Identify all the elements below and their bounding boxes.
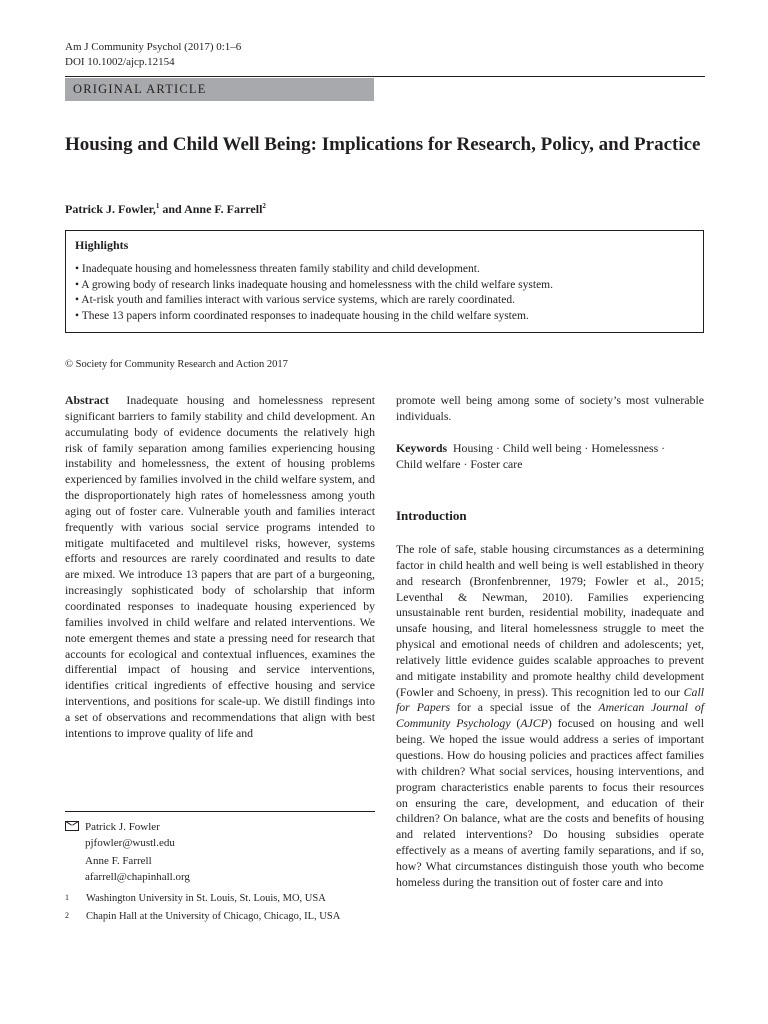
highlight-item: • These 13 papers inform coordinated responses to inadequate housing in the child welfare system. xyxy=(75,309,553,325)
keyword: Foster care xyxy=(470,456,523,471)
abstract-label: Abstract xyxy=(65,393,109,407)
affiliation-text: Washington University in St. Louis, St. Louis, MO, USA xyxy=(86,893,326,904)
contact-name: Anne F. Farrell xyxy=(85,855,152,867)
affiliation-marker: 1 xyxy=(155,202,160,210)
section-heading: Introduction xyxy=(396,508,467,523)
affiliation-text: Chapin Hall at the University of Chicago, Chicago, IL, USA xyxy=(86,911,341,922)
highlights-heading: Highlights xyxy=(75,238,129,252)
keyword: Child well being xyxy=(502,441,582,455)
correspondence xyxy=(65,820,190,885)
intro-italic: Call for Papers xyxy=(396,684,704,715)
envelope-icon xyxy=(65,821,79,831)
author-name: Patrick J. Fowler, xyxy=(65,202,156,216)
intro-part: ) focused on housing and well being. We hoped the issue would address a series of important questions. How do housing policies and practices affect families with children? What social services, housing interventions, and program characteristics enable parents to focus their resources on ensuring the care, development, and education of their children? On balance, what are the costs and benefits of housing and related interventions? Do housing subsidies operate effectively as a means of averting family separations, and if so, how? What circumstances distinguish those youth who become homeless during the transition out of foster care and into xyxy=(396,716,704,889)
keywords: Keywords Housing · Child well being · Homelessness · Child welfare · Foster care xyxy=(396,441,666,471)
introduction-text xyxy=(396,542,704,891)
keywords-label: Keywords xyxy=(396,441,448,455)
keyword: Homelessness xyxy=(591,441,659,455)
footnote-rule xyxy=(65,811,375,812)
keyword: Child welfare xyxy=(396,456,461,471)
intro-italic: AJCP xyxy=(520,716,548,731)
doi-line: DOI 10.1002/ajcp.12154 xyxy=(65,56,175,68)
highlight-item: • Inadequate housing and homelessness threaten family stability and child development. xyxy=(75,262,553,278)
highlight-item: • At-risk youth and families interact with various service systems, which are rarely coordinated. xyxy=(75,293,553,309)
highlights-box xyxy=(65,230,704,333)
affiliation xyxy=(65,911,340,922)
article-type-banner xyxy=(65,78,374,101)
citation-line: Am J Community Psychol (2017) 0:1–6 xyxy=(65,41,242,53)
highlights-list xyxy=(75,262,553,324)
abstract-continued: promote well being among some of society’s most vulnerable individuals. xyxy=(396,393,704,423)
author-name: Anne F. Farrell xyxy=(184,202,263,216)
article-type-label: ORIGINAL ARTICLE xyxy=(73,82,207,96)
highlight-item: • A growing body of research links inadequate housing and homelessness with the child welfare system. xyxy=(75,278,553,294)
intro-part: The role of safe, stable housing circumstances as a determining factor in child health and well being is well established in theory and research (Bronfenbrenner, 1979; Fowler et al., 2015; Leventhal & Newman, 2010). Families experiencing unsustainable rent burden, residential mobility, inadequate and unsafe housing, and literal homelessness struggle to meet the physical and emotional needs of children and adolescents; yet, relatively little evidence guides scalable approaches to prevent and mitigate instability and promote healthy child development (Fowler and Schoeny, in press). This recognition led to our xyxy=(396,542,704,699)
intro-part: for a special issue of the xyxy=(457,700,592,715)
keyword: Housing xyxy=(453,441,494,455)
abstract xyxy=(65,393,375,742)
article-title: Housing and Child Well Being: Implications for Research, Policy, and Practice xyxy=(65,134,701,155)
affiliation-number: 1 xyxy=(65,893,69,902)
author-join: and xyxy=(162,202,182,216)
contact-email[interactable]: pjfowler@wustl.edu xyxy=(85,836,175,849)
intro-part: ( xyxy=(516,716,521,731)
copyright-notice: © Society for Community Research and Action 2017 xyxy=(65,359,288,370)
contact-name: Patrick J. Fowler xyxy=(85,821,160,833)
intro-italic: American Journal of Community Psychology xyxy=(396,700,705,731)
contact-email[interactable]: afarrell@chapinhall.org xyxy=(85,870,190,883)
affiliation xyxy=(65,893,326,904)
author-list xyxy=(65,202,266,217)
affiliation-number: 2 xyxy=(65,911,69,920)
journal-citation xyxy=(65,40,241,70)
affiliation-marker: 2 xyxy=(262,202,266,210)
header-rule xyxy=(65,76,705,77)
abstract-text: Inadequate housing and homelessness represent significant barriers to family stability and child development. An accumulating body of evidence documents the relatively high risk of family separation among families experiencing housing instability and homelessness, the extent of housing problems experienced by families involved in the child welfare system, and the disproportionately high rates of homelessness among youth aging out of foster care. Vulnerable youth and families interact frequently with various social service programs intended to mitigate multifaceted and multilevel risks, however, systems efforts and resources are rarely coordinated and results to date are mixed. We introduce 13 papers that are part of a burgeoning, increasingly sophisticated body of scholarship that inform coordinated responses to inadequate housing experienced by families involved in child welfare and related interventions. We note emergent themes and state a pressing need for research that accounts for ecological and contextual influences, examines the differential impact of housing and service interventions, identifies critical ingredients of effective housing and service interventions, and positions for scale-up. We distill findings into a set of observations and recommendations that align with best intentions to improve quality of life and xyxy=(65,393,375,740)
